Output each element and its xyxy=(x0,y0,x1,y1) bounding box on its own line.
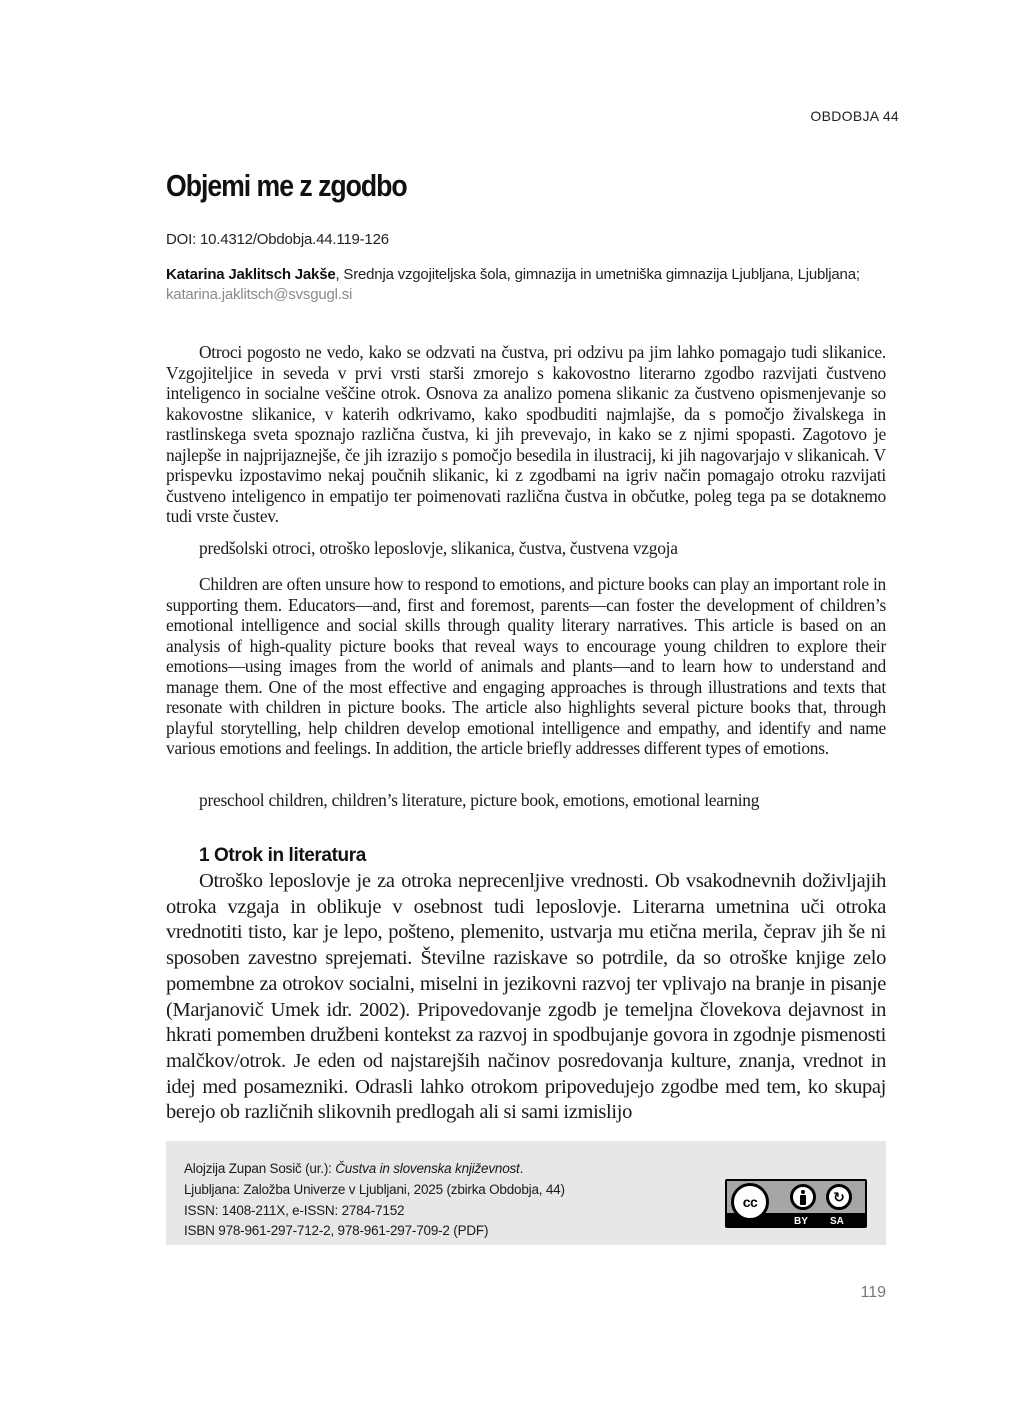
cc-icon: cc xyxy=(731,1183,769,1221)
keywords-english: preschool children, children’s literature, picture book, emotions, emotional learning xyxy=(199,790,760,810)
publisher-line: Ljubljana: Založba Univerze v Ljubljani, 2025 (zbirka Obdobja, 44) xyxy=(184,1181,565,1197)
running-head: OBDOBJA 44 xyxy=(810,108,899,124)
abstract-slovene: Otroci pogosto ne vedo, kako se odzvati na čustva, pri odzivu pa jim lahko pomagajo tudi slikanice. Vzgojiteljice in seveda v prvi vrsti starši zmorejo s kakovostno literarno zgodbo razvijati čustveno inteligenco in socialne veščine otrok. Osnova za analizo pomena slikanic za čustveno opismenjevanje so kakovostne slikanice, v katerih odkrivamo, kako spodbuditi najmlajše, da s pomočjo živalskega in rastlinskega sveta spoznajo različna čustva, ki jih prevevajo, in kako se z njimi spopasti. Zagotovo je najlepše in najprijaznejše, če jih izrazijo s pomočjo besedila in ilustracij, ki jih nagovarjajo v slikanicah. V prispevku izpostavimo nekaj poučnih slikanic, ki z zgodbami na igriv način pomagajo otroku razvijati čustveno inteligenco in empatijo ter poimenovati različna čustva in občutke, poleg tega pa se dotaknemo tudi vrste čustev. xyxy=(166,342,886,526)
keywords-slovene: predšolski otroci, otroško leposlovje, slikanica, čustva, čustvena vzgoja xyxy=(199,538,678,558)
article-title: Objemi me z zgodbo xyxy=(166,168,407,203)
section-body: Otroško leposlovje je za otroka neprecenljive vrednosti. Ob vsakodnevnih doživljajih otroka vzgaja in oblikuje v osebnost tudi leposlovje. Literarna umetnina uči otroka vrednotiti tisto, kar je lepo, pošteno, plemenito, ustvarja mu etična merila, čeprav jih še ni sposoben zavestno sprejemati. Številne raziskave so potrdile, da so otroške knjige zelo pomembne za otrokov socialni, miselni in jezikovni razvoj ter vplivajo na branje in pisanje (Marjanovič Umek idr. 2002). Pripovedovanje zgodb je temeljna človekova dejavnost in hkrati pomemben družbeni kontekst za razvoj in spodbujanje govora in zgodnje pismenosti malčkov/otrok. Je eden od najstarejših načinov posredovanja kulture, znanja, vrednot in idej med posamezniki. Odrasli lahko otrokom pripovedujejo zgodbe med tem, ko skupaj berejo ob različnih slikovnih predlogah ali si sami izmislijo xyxy=(166,870,886,1124)
share-alike-glyph: ↻ xyxy=(833,1188,845,1205)
book-title-period: . xyxy=(519,1161,524,1176)
citation-line xyxy=(184,1159,565,1180)
affiliation: , Srednja vzgojiteljska šola, gimnazija in umetniška gimnazija Ljubljana, Ljubljana; xyxy=(335,266,860,283)
author-affiliation xyxy=(166,265,866,305)
by-label: BY xyxy=(794,1216,808,1227)
cc-by-sa-license-badge[interactable] xyxy=(725,1179,867,1228)
author-email-link[interactable]: katarina.jaklitsch@svsgugl.si xyxy=(166,286,353,303)
doi: DOI: 10.4312/Obdobja.44.119-126 xyxy=(166,231,389,248)
author-name: Katarina Jaklitsch Jakše xyxy=(166,266,336,283)
abstract-english: Children are often unsure how to respond to emotions, and picture books can play an important role in supporting them. Educators—and, first and foremost, parents—can foster the development of children’s emotional intelligence and social skills through quality literary narratives. This article is based on an analysis of high-quality picture books that reveal ways to encourage young children to explore their emotions—using images from the world of animals and plants—and to learn how to understand and manage them. One of the most effective and engaging approaches is through illustrations and texts that resonate with children in picture books. The article also highlights several picture books that, through playful storytelling, help children develop emotional intelligence and empathy, and identify and name various emotions and feelings. In addition, the article briefly addresses different types of emotions. xyxy=(166,574,886,758)
publication-info-box xyxy=(166,1141,886,1245)
person-glyph xyxy=(800,1190,806,1204)
section-heading: 1 Otrok in literatura xyxy=(199,845,366,866)
person-torso xyxy=(800,1195,806,1205)
page-number: 119 xyxy=(860,1284,886,1301)
isbn-line: ISBN 978-961-297-712-2, 978-961-297-709-2 (PDF) xyxy=(184,1223,489,1239)
publication-info xyxy=(184,1159,565,1242)
issn-line: ISSN: 1408-211X, e-ISSN: 2784-7152 xyxy=(184,1202,405,1218)
editor: Alojzija Zupan Sosič (ur.): xyxy=(184,1161,336,1176)
sa-arrow-icon xyxy=(826,1184,852,1210)
by-person-icon xyxy=(790,1184,816,1210)
person-head xyxy=(801,1190,805,1194)
book-title: Čustva in slovenska književnost xyxy=(335,1161,520,1176)
sa-label: SA xyxy=(830,1216,844,1227)
